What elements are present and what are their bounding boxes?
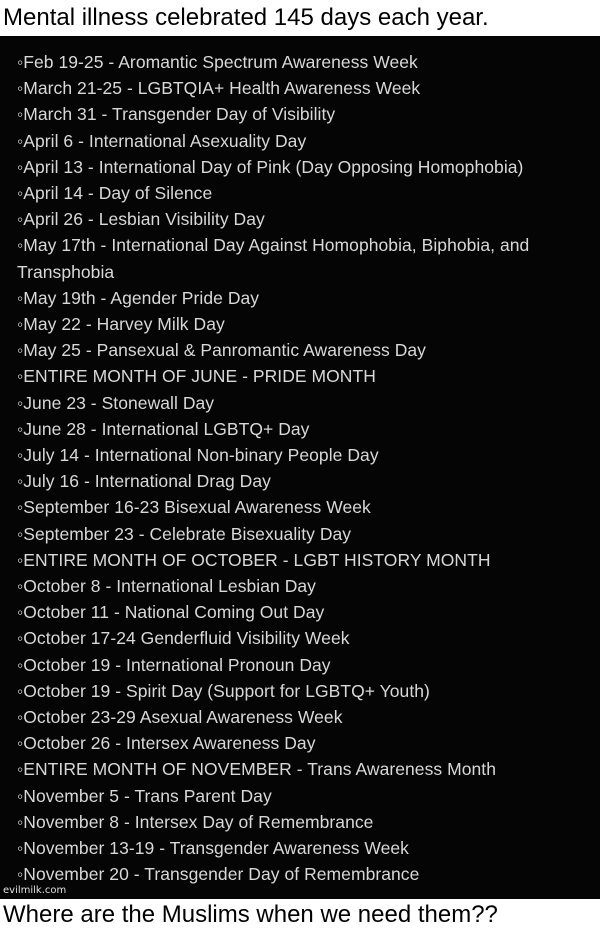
list-item: ◦ENTIRE MONTH OF OCTOBER - LGBT HISTORY MONTH	[17, 549, 491, 570]
list-item: ◦May 19th - Agender Pride Day	[17, 287, 260, 308]
list-item: ◦April 6 - International Asexuality Day	[17, 130, 307, 151]
list-item: ◦March 31 - Transgender Day of Visibility	[17, 104, 336, 125]
list-item: ◦November 8 - Intersex Day of Remembrance	[17, 811, 374, 832]
top-caption: Mental illness celebrated 145 days each year.	[0, 0, 600, 36]
list-item: ◦May 25 - Pansexual & Panromantic Awareness Day	[17, 340, 426, 361]
list-item: ◦June 28 - International LGBTQ+ Day	[17, 418, 310, 439]
dark-list-panel	[0, 36, 600, 899]
list-item: ◦June 23 - Stonewall Day	[17, 392, 215, 413]
list-item: ◦October 19 - Spirit Day (Support for LGBTQ+ Youth)	[17, 680, 430, 701]
list-item: ◦March 21-25 - LGBTQIA+ Health Awareness Week	[17, 78, 421, 99]
event-list	[17, 49, 587, 888]
bottom-caption: Where are the Muslims when we need them??	[0, 899, 600, 933]
list-item: ◦September 16-23 Bisexual Awareness Week	[17, 497, 371, 518]
list-item: ◦April 14 - Day of Silence	[17, 183, 213, 204]
list-item: ◦July 14 - International Non-binary People Day	[17, 445, 379, 466]
watermark: evilmilk.com	[3, 885, 67, 896]
list-item: ◦October 17-24 Genderfluid Visibility Week	[17, 628, 350, 649]
list-item: ◦October 23-29 Asexual Awareness Week	[17, 707, 343, 728]
list-item: ◦ENTIRE MONTH OF NOVEMBER - Trans Awareness Month	[17, 759, 496, 780]
list-item: ◦November 20 - Transgender Day of Remembrance	[17, 864, 420, 885]
list-item: ◦October 19 - International Pronoun Day	[17, 654, 331, 675]
list-item: ◦ENTIRE MONTH OF JUNE - PRIDE MONTH	[17, 366, 376, 387]
list-item: ◦July 16 - International Drag Day	[17, 471, 271, 492]
list-item: ◦May 22 - Harvey Milk Day	[17, 314, 225, 335]
list-item: ◦November 13-19 - Transgender Awareness Week	[17, 838, 409, 859]
list-item: ◦October 26 - Intersex Awareness Day	[17, 733, 316, 754]
list-item: ◦April 13 - International Day of Pink (Day Opposing Homophobia)	[17, 156, 524, 177]
list-item: ◦May 17th - International Day Against Homophobia, Biphobia, and Transphobia	[17, 235, 530, 282]
list-item: ◦April 26 - Lesbian Visibility Day	[17, 209, 265, 230]
list-item: ◦October 11 - National Coming Out Day	[17, 602, 325, 623]
list-item: ◦September 23 - Celebrate Bisexuality Day	[17, 523, 352, 544]
list-item: ◦November 5 - Trans Parent Day	[17, 785, 272, 806]
list-item: ◦October 8 - International Lesbian Day	[17, 576, 316, 597]
list-item: ◦Feb 19-25 - Aromantic Spectrum Awareness Week	[17, 52, 418, 72]
